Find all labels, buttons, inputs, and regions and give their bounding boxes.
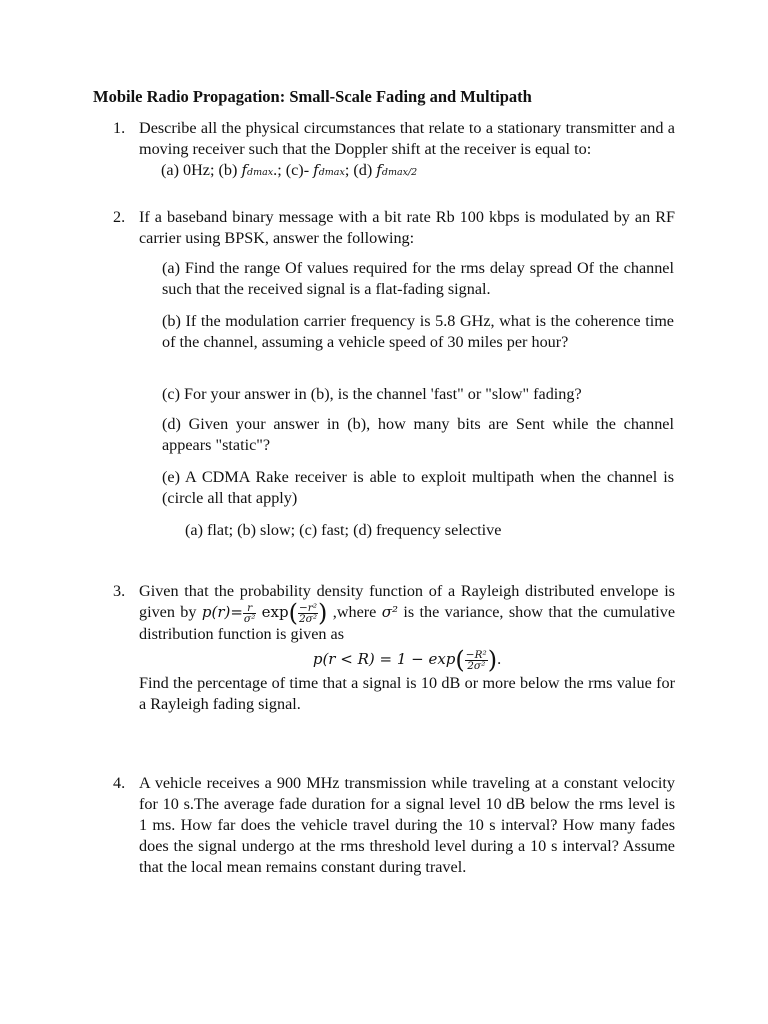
question-2: [113, 207, 675, 249]
question-text: If a baseband binary message with a bit rate Rb 100 kbps is modulated by an RF carrier using BPSK, answer the following:: [139, 208, 675, 247]
cdf-formula: p(r < R) = 1 − exp( $\frac{\text{−R²}}{\text{2σ²}}$ ).: [312, 645, 502, 674]
question-2a: (a) Find the range Of values required for the rms delay spread Of the channel such that the received signal is a flat-fading signal.: [162, 259, 674, 298]
page-title: Mobile Radio Propagation: Small-Scale Fading and Multipath: [93, 87, 532, 106]
question-number: 3.: [113, 582, 126, 600]
question-2e-options: (a) flat; (b) slow; (c) fast; (d) frequency selective: [185, 521, 502, 539]
question-2c: (c) For your answer in (b), is the channel 'fast" or "slow" fading?: [162, 385, 582, 403]
question-number: 1.: [113, 119, 126, 137]
question-text: Given that the probability density function of a Rayleigh distributed envelope is given by p(r)= $\frac{r}{\text{σ²}}$ exp( $\frac{\text{−r²}}{\text{2σ²}}$ ) ,where σ² is the variance, show that the cumulative distribution function is given as p(r < R) = 1 − exp( $\frac{\text{−R²}}{\text{2σ²}}$ ). Find the percentage of time that a signal is 10 dB or more below the rms value for a Rayleigh fading signal.: [139, 582, 676, 713]
question-2b: (b) If the modulation carrier frequency is 5.8 GHz, what is the coherence time of the channel, assuming a vehicle speed of 30 miles per hour?: [162, 312, 674, 351]
question-number: 4.: [113, 774, 126, 792]
question-3: [113, 581, 675, 715]
question-2d: (d) Given your answer in (b), how many bits are Sent while the channel appears "static"?: [162, 415, 674, 454]
question-text: Describe all the physical circumstances that relate to a stationary transmitter and a moving receiver such that the Doppler shift at the receiver is equal to: (a) 0Hz; (b) fdmax.; (c)- fdmax; (d) fdmax/2: [139, 118, 675, 183]
question-1: [113, 118, 675, 183]
question-4: [113, 773, 675, 878]
question-number: 2.: [113, 208, 126, 226]
pdf-formula: p(r)=: [201, 603, 243, 621]
doppler-choices: (a) 0Hz; (b) fdmax.; (c)- fdmax; (d) fdmax/2: [161, 161, 418, 179]
question-2e: (e) A CDMA Rake receiver is able to exploit multipath when the channel is (circle all that apply): [162, 468, 674, 507]
question-text: A vehicle receives a 900 MHz transmission while traveling at a constant velocity for 10 s.The average fade duration for a signal level 10 dB below the rms level is 1 ms. How far does the vehicle travel during the 10 s interval? How many fades does the signal undergo at the rms threshold level during a 10 s interval? Assume that the local mean remains constant during travel.: [139, 774, 675, 876]
